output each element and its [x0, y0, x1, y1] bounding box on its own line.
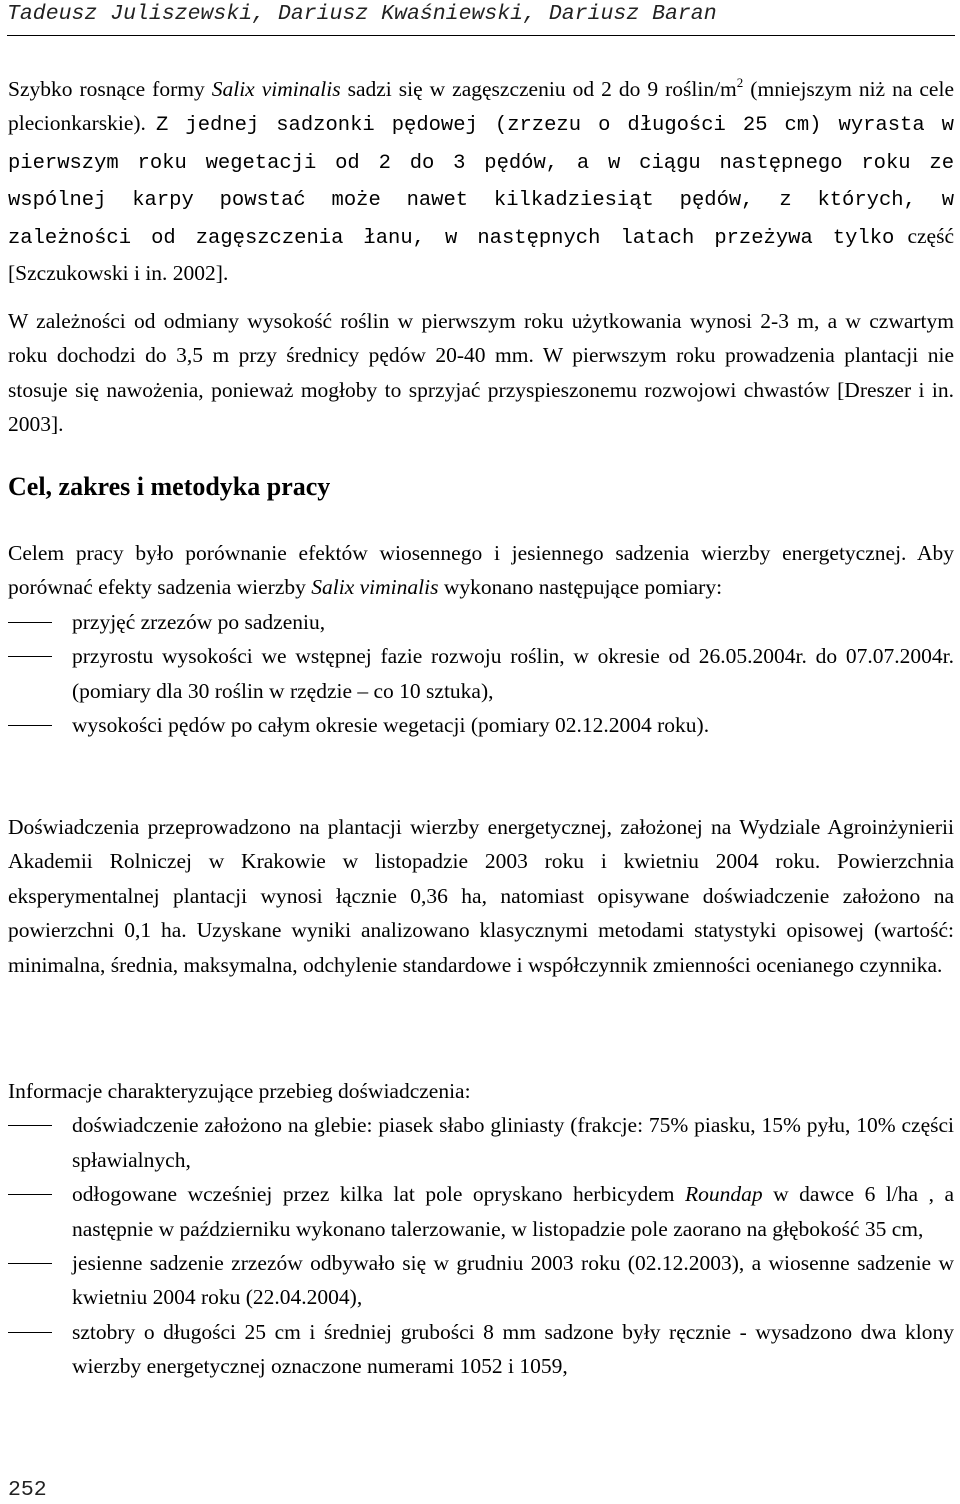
paragraph-intro — [8, 72, 954, 290]
para1-d: część [Szczukowski i in. 2002]. — [8, 223, 955, 286]
para4-text: Doświadczenia przeprowadzono na plantacji wierzby energetycznej, założonej na Wydziale Agroinżynierii Akademii Rolniczej w Krakowie w listopadzie 2003 roku i kwietniu 2004 roku. Powierzchnia eksperymentalnej plantacji wynosi łącznie 0,36 ha, natomiast opisywane doświadczenie założono na powierzchni 0,1 ha. Uzyskane wyniki analizowano klasycznymi metodami statystyki opisowej (wartość: minimalna, średnia, maksymalna, odchylenie standardowe i współczynnik zmienności ocenianego czynnika. — [8, 815, 954, 977]
para3-b: wykonano następujące pomiary: — [438, 575, 723, 600]
list-item: przyjęć zrzezów po sadzeniu, — [8, 605, 954, 639]
item2-a: odłogowane wcześniej przez kilka lat pole opryskano herbicydem — [72, 1182, 685, 1207]
paragraph-experiment — [8, 810, 954, 982]
list-item: jesienne sadzenie zrzezów odbywało się w grudniu 2003 roku (02.12.2003), a wiosenne sadzenie w kwietniu 2004 roku (22.04.2004), — [8, 1246, 954, 1315]
species-name: Salix viminalis — [211, 77, 341, 101]
para1-a: Szybko rosnące formy — [8, 77, 212, 101]
paragraph-aim — [8, 536, 954, 742]
para3-a: Celem pracy było porównanie efektów wiosennego i jesiennego sadzenia wierzby energetycznej. Aby porównać efekty sadzenia wierzby — [8, 541, 954, 600]
experiment-info-list — [8, 1108, 954, 1383]
section-title: Cel, zakres i metodyka pracy — [8, 472, 331, 501]
list-item — [8, 1177, 954, 1246]
superscript: 2 — [736, 75, 744, 90]
para1-c: (mniejszym niż na cele plecionkarskie). — [8, 77, 954, 136]
para1-b: sadzi się w zagęszczeniu od 2 do 9 roślin/m — [340, 77, 737, 101]
para1-mono-text: Z jednej sadzonki pędowej (zrzezu o długości 25 cm) wyrasta w pierwszym roku wegetacji od 2 do 3 pędów, a w ciągu następnego roku ze wspólnej karpy powstać może nawet kilkadziesiąt pędów, z których, w zależności od zagęszczenia łanu, w następnych latach przeżywa tylko — [8, 114, 954, 250]
page-number: 252 — [8, 1478, 47, 1502]
measurements-list — [8, 605, 954, 743]
paragraph-info — [8, 1074, 954, 1384]
item2-b: w dawce 6 l/ha , a następnie w październiku wykonano talerzowanie, w listopadzie pole zaorano na głębokość 35 cm, — [72, 1182, 954, 1241]
list-item: doświadczenie założono na glebie: piasek słabo gliniasty (frakcje: 75% piasku, 15% pyłu, 10% części spławialnych, — [8, 1108, 954, 1177]
header-rule — [7, 35, 955, 36]
species-name-2: Salix viminalis — [311, 575, 439, 600]
para2-text: W zależności od odmiany wysokość roślin w pierwszym roku użytkowania wynosi 2-3 m, a w czwartym roku dochodzi do 3,5 m przy średnicy pędów 20-40 mm. W pierwszym roku prowadzenia plantacji nie stosuje się nawożenia, ponieważ mogłoby to sprzyjać przyspieszonemu rozwojowi chwastów [Dreszer i in. 2003]. — [8, 309, 954, 437]
running-header: Tadeusz Juliszewski, Dariusz Kwaśniewski, Dariusz Baran — [7, 2, 717, 26]
herbicide-name: Roundap — [684, 1182, 763, 1207]
para5-text: Informacje charakteryzujące przebieg doświadczenia: — [8, 1079, 471, 1103]
list-item: przyrostu wysokości we wstępnej fazie rozwoju roślin, w okresie od 26.05.2004r. do 07.07.2004r. (pomiary dla 30 roślin w rzędzie – co 10 sztuka), — [8, 639, 954, 708]
list-item: wysokości pędów po całym okresie wegetacji (pomiary 02.12.2004 roku). — [8, 708, 954, 742]
section-heading-block — [8, 470, 954, 504]
list-item: sztobry o długości 25 cm i średniej grubości 8 mm sadzone były ręcznie - wysadzono dwa klony wierzby energetycznej oznaczone numerami 1052 i 1059, — [8, 1315, 954, 1384]
paragraph-height — [8, 304, 954, 442]
